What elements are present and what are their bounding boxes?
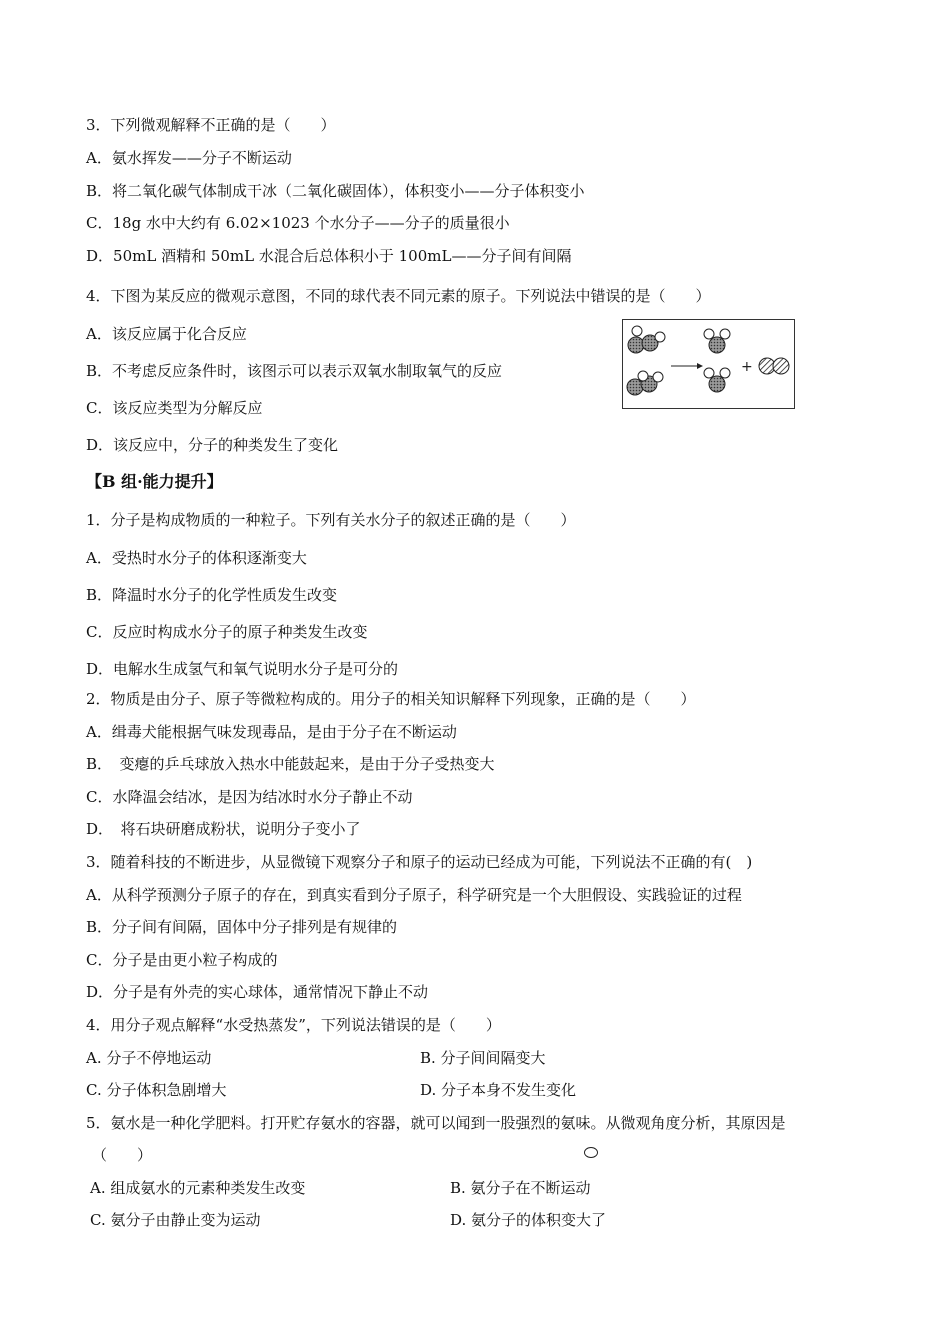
option-d: D．分子是有外壳的实心球体，通常情况下静止不动 <box>86 983 429 1001</box>
option-a: A．从科学预测分子原子的存在，到真实看到分子原子，科学研究是一个大胆假设、实践验证的过程 <box>86 886 742 904</box>
question-stem: 3．下列微观解释不正确的是（ ） <box>86 116 336 134</box>
question-stem: 3．随着科技的不断进步，从显微镜下观察分子和原子的运动已经成为可能，下列说法不正确的有( ) <box>86 853 753 871</box>
option-d: D． 将石块研磨成粉状，说明分子变小了 <box>86 820 361 838</box>
arrow-icon <box>671 363 703 369</box>
option-a: A. 分子不停地运动 <box>86 1049 212 1067</box>
reactant-molecule <box>627 371 663 395</box>
section-title: 【B 组·能力提升】 <box>86 472 223 491</box>
option-b: B．不考虑反应条件时，该图示可以表示双氧水制取氧气的反应 <box>86 362 503 380</box>
question-stem: 1．分子是构成物质的一种粒子。下列有关水分子的叙述正确的是（ ） <box>86 511 576 529</box>
product-molecule <box>704 329 730 353</box>
option-d: D．电解水生成氢气和氧气说明水分子是可分的 <box>86 660 399 678</box>
question-stem: 4．下图为某反应的微观示意图，不同的球代表不同元素的原子。下列说法中错误的是（ ） <box>86 287 711 305</box>
option-b: B．降温时水分子的化学性质发生改变 <box>86 586 338 604</box>
option-d: D. 氨分子的体积变大了 <box>450 1211 607 1229</box>
option-b: B. 氨分子在不断运动 <box>450 1179 591 1197</box>
option-b: B. 分子间间隔变大 <box>420 1049 546 1067</box>
option-a: A. 组成氨水的元素种类发生改变 <box>90 1179 306 1197</box>
question-stem: 2．物质是由分子、原子等微粒构成的。用分子的相关知识解释下列现象，正确的是（ ） <box>86 690 696 708</box>
option-c: C. 分子体积急剧增大 <box>86 1081 227 1099</box>
reaction-diagram-svg <box>623 320 794 408</box>
option-c: C．水降温会结冰，是因为结冰时水分子静止不动 <box>86 788 413 806</box>
reaction-diagram <box>622 319 795 409</box>
product-molecule <box>704 368 730 392</box>
option-a: A．氨水挥发——分子不断运动 <box>86 149 292 167</box>
option-d: D. 分子本身不发生变化 <box>420 1081 577 1099</box>
reactant-molecule <box>628 326 665 353</box>
option-b: B．分子间有间隔，固体中分子排列是有规律的 <box>86 918 398 936</box>
option-c: C．反应时构成水分子的原子种类发生改变 <box>86 623 368 641</box>
option-b: B．将二氧化碳气体制成干冰（二氧化碳固体），体积变小——分子体积变小 <box>86 182 585 200</box>
option-c: C．分子是由更小粒子构成的 <box>86 951 278 969</box>
option-c: C．该反应类型为分解反应 <box>86 399 263 417</box>
question-stem: 5．氨水是一种化学肥料。打开贮存氨水的容器，就可以闻到一股强烈的氨味。从微观角度分析，其原因是 <box>86 1114 786 1132</box>
option-d: D．50mL 酒精和 50mL 水混合后总体积小于 100mL——分子间有间隔 <box>86 247 572 265</box>
option-c: C．18g 水中大约有 6.02×1023 个水分子——分子的质量很小 <box>86 214 510 232</box>
option-a: A．受热时水分子的体积逐渐变大 <box>86 549 307 567</box>
product-molecule <box>759 358 789 374</box>
answer-blank: （ ） <box>92 1146 153 1164</box>
option-d: D．该反应中，分子的种类发生了变化 <box>86 436 339 454</box>
circle-mark-icon <box>584 1147 598 1158</box>
plus-sign: + <box>741 359 753 375</box>
option-a: A．该反应属于化合反应 <box>86 325 247 343</box>
option-b: B． 变瘪的乒乓球放入热水中能鼓起来，是由于分子受热变大 <box>86 755 495 773</box>
option-a: A．缉毒犬能根据气味发现毒品，是由于分子在不断运动 <box>86 723 457 741</box>
question-stem: 4．用分子观点解释“水受热蒸发”，下列说法错误的是（ ） <box>86 1016 501 1034</box>
option-c: C. 氨分子由静止变为运动 <box>90 1211 261 1229</box>
